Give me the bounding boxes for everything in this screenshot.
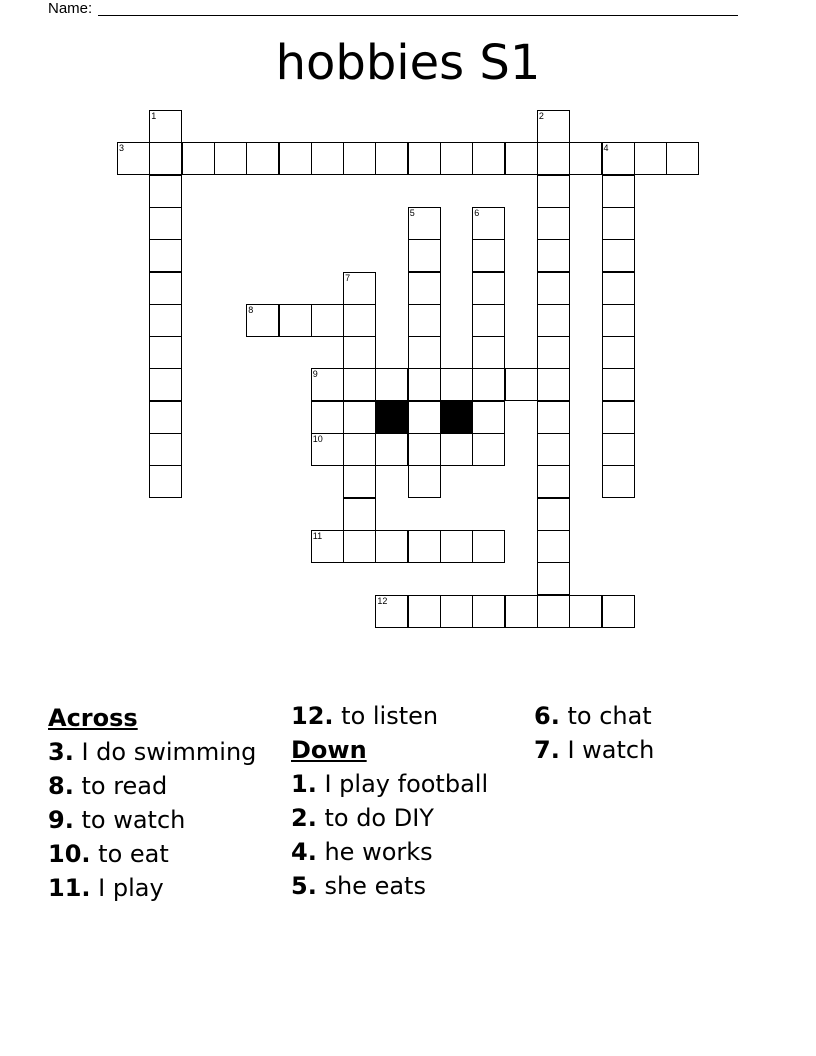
clue-number: 11. (48, 874, 91, 902)
clue-column-2 (291, 702, 501, 906)
grid-cell[interactable] (505, 142, 538, 175)
grid-cell[interactable] (666, 142, 699, 175)
grid-cell[interactable] (537, 239, 570, 272)
grid-cell[interactable] (472, 595, 505, 628)
grid-cell[interactable] (408, 207, 441, 240)
clue-number: 10. (48, 840, 91, 868)
grid-cell[interactable] (246, 304, 279, 337)
cell-number: 1 (151, 111, 157, 121)
grid-cell[interactable] (472, 433, 505, 466)
grid-cell[interactable] (569, 595, 602, 628)
puzzle-title: hobbies S1 (275, 35, 541, 91)
cell-number: 11 (312, 530, 323, 541)
clue-number: 9. (48, 806, 74, 834)
grid-cell[interactable] (472, 304, 505, 337)
grid-cell[interactable] (537, 110, 570, 143)
grid-cell[interactable] (343, 368, 376, 401)
grid-cell[interactable] (472, 142, 505, 175)
clue-column-1 (48, 702, 258, 908)
grid-cell[interactable] (602, 336, 635, 369)
clue-number: 8. (48, 772, 74, 800)
grid-cell[interactable] (149, 239, 182, 272)
grid-cell[interactable] (537, 401, 570, 434)
clue-down-2 (291, 804, 501, 832)
grid-cell[interactable] (440, 530, 473, 563)
grid-cell[interactable] (343, 401, 376, 434)
grid-cell[interactable] (569, 142, 602, 175)
clue-down-7 (534, 736, 744, 764)
clue-number: 12. (291, 702, 334, 730)
clue-text: to watch (81, 806, 186, 834)
cell-number: 4 (603, 143, 609, 154)
grid-cell[interactable] (472, 207, 505, 240)
grid-cell[interactable] (149, 433, 182, 466)
clue-text: to read (81, 772, 168, 800)
cell-number: 10 (312, 434, 323, 444)
clue-column-3 (534, 702, 744, 770)
black-cell (440, 401, 473, 434)
clue-text: to do DIY (324, 804, 434, 832)
grid-cell[interactable] (602, 595, 635, 628)
grid-cell[interactable] (343, 433, 376, 466)
across-heading: Across (48, 704, 138, 732)
grid-cell[interactable] (472, 272, 505, 305)
grid-cell[interactable] (343, 142, 376, 175)
clue-number: 4. (291, 838, 317, 866)
grid-cell[interactable] (408, 142, 441, 175)
grid-cell[interactable] (537, 562, 570, 595)
grid-cell[interactable] (505, 368, 538, 401)
cell-number: 6 (474, 207, 480, 218)
grid-cell[interactable] (537, 336, 570, 369)
clue-across-12 (291, 702, 501, 730)
grid-cell[interactable] (214, 142, 247, 175)
grid-cell[interactable] (149, 401, 182, 434)
cell-number: 8 (248, 304, 254, 315)
clue-number: 6. (534, 702, 560, 730)
grid-cell[interactable] (279, 142, 312, 175)
grid-cell[interactable] (375, 142, 408, 175)
clue-text: to eat (98, 840, 169, 868)
grid-cell[interactable] (117, 142, 150, 175)
grid-cell[interactable] (408, 336, 441, 369)
cell-number: 9 (312, 369, 318, 380)
grid-cell[interactable] (375, 433, 408, 466)
grid-cell[interactable] (602, 304, 635, 337)
grid-cell[interactable] (537, 207, 570, 240)
name-label: Name: (48, 0, 93, 17)
grid-cell[interactable] (246, 142, 279, 175)
grid-cell[interactable] (602, 433, 635, 466)
cell-number: 7 (345, 272, 351, 283)
grid-cell[interactable] (440, 433, 473, 466)
grid-cell[interactable] (537, 175, 570, 208)
cell-number: 5 (409, 207, 415, 218)
grid-cell[interactable] (311, 142, 344, 175)
grid-cell[interactable] (602, 401, 635, 434)
grid-cell[interactable] (408, 465, 441, 498)
grid-cell[interactable] (537, 465, 570, 498)
grid-cell[interactable] (602, 239, 635, 272)
clue-text: I play (98, 874, 164, 902)
grid-cell[interactable] (375, 368, 408, 401)
cell-number: 2 (538, 111, 544, 121)
grid-cell[interactable] (311, 401, 344, 434)
grid-cell[interactable] (279, 304, 312, 337)
grid-cell[interactable] (182, 142, 215, 175)
grid-cell[interactable] (343, 304, 376, 337)
grid-cell[interactable] (149, 175, 182, 208)
grid-cell[interactable] (311, 530, 344, 563)
grid-cell[interactable] (343, 336, 376, 369)
grid-cell[interactable] (440, 595, 473, 628)
grid-cell[interactable] (408, 530, 441, 563)
grid-cell[interactable] (311, 368, 344, 401)
clue-number: 5. (291, 872, 317, 900)
grid-cell[interactable] (505, 595, 538, 628)
grid-cell[interactable] (149, 465, 182, 498)
grid-cell[interactable] (634, 142, 667, 175)
clue-text: to listen (341, 702, 439, 730)
cell-number: 12 (377, 595, 388, 606)
grid-cell[interactable] (472, 530, 505, 563)
grid-cell[interactable] (472, 239, 505, 272)
clue-across-10 (48, 840, 258, 868)
grid-cell[interactable] (472, 401, 505, 434)
grid-cell[interactable] (537, 304, 570, 337)
clue-down-4 (291, 838, 501, 866)
grid-cell[interactable] (408, 239, 441, 272)
grid-cell[interactable] (311, 433, 344, 466)
grid-cell[interactable] (440, 368, 473, 401)
clue-text: she eats (324, 872, 426, 900)
grid-cell[interactable] (472, 336, 505, 369)
clue-number: 1. (291, 770, 317, 798)
grid-cell[interactable] (602, 175, 635, 208)
clue-number: 3. (48, 738, 74, 766)
grid-cell[interactable] (149, 142, 182, 175)
clue-text: I watch (567, 736, 655, 764)
clue-text: I play football (324, 770, 489, 798)
grid-cell[interactable] (375, 595, 408, 628)
grid-cell[interactable] (440, 142, 473, 175)
clue-down-6 (534, 702, 744, 730)
grid-cell[interactable] (602, 142, 635, 175)
grid-cell[interactable] (408, 433, 441, 466)
grid-cell[interactable] (472, 368, 505, 401)
grid-cell[interactable] (537, 433, 570, 466)
clue-down-1 (291, 770, 501, 798)
cell-number: 3 (119, 143, 125, 154)
clue-text: to chat (567, 702, 652, 730)
grid-cell[interactable] (602, 207, 635, 240)
grid-cell[interactable] (343, 498, 376, 531)
clue-across-3 (48, 738, 258, 766)
grid-cell[interactable] (408, 272, 441, 305)
grid-cell[interactable] (311, 304, 344, 337)
grid-cell[interactable] (149, 336, 182, 369)
grid-cell[interactable] (408, 304, 441, 337)
black-cell (375, 401, 408, 434)
grid-cell[interactable] (408, 595, 441, 628)
grid-cell[interactable] (343, 272, 376, 305)
grid-cell[interactable] (537, 142, 570, 175)
grid-cell[interactable] (537, 595, 570, 628)
grid-cell[interactable] (602, 465, 635, 498)
grid-cell[interactable] (408, 368, 441, 401)
grid-cell[interactable] (149, 272, 182, 305)
clue-number: 2. (291, 804, 317, 832)
grid-cell[interactable] (602, 368, 635, 401)
clue-across-11 (48, 874, 258, 902)
grid-cell[interactable] (343, 530, 376, 563)
clue-text: he works (324, 838, 433, 866)
grid-cell[interactable] (149, 304, 182, 337)
grid-cell[interactable] (537, 530, 570, 563)
clue-across-8 (48, 772, 258, 800)
grid-cell[interactable] (149, 207, 182, 240)
clue-number: 7. (534, 736, 560, 764)
grid-cell[interactable] (537, 368, 570, 401)
grid-cell[interactable] (149, 368, 182, 401)
grid-cell[interactable] (537, 272, 570, 305)
clue-across-9 (48, 806, 258, 834)
grid-cell[interactable] (149, 110, 182, 143)
clue-down-5 (291, 872, 501, 900)
clue-text: I do swimming (81, 738, 257, 766)
grid-cell[interactable] (602, 272, 635, 305)
grid-cell[interactable] (375, 530, 408, 563)
down-heading: Down (291, 736, 367, 764)
grid-cell[interactable] (408, 401, 441, 434)
grid-cell[interactable] (343, 465, 376, 498)
grid-cell[interactable] (537, 498, 570, 531)
